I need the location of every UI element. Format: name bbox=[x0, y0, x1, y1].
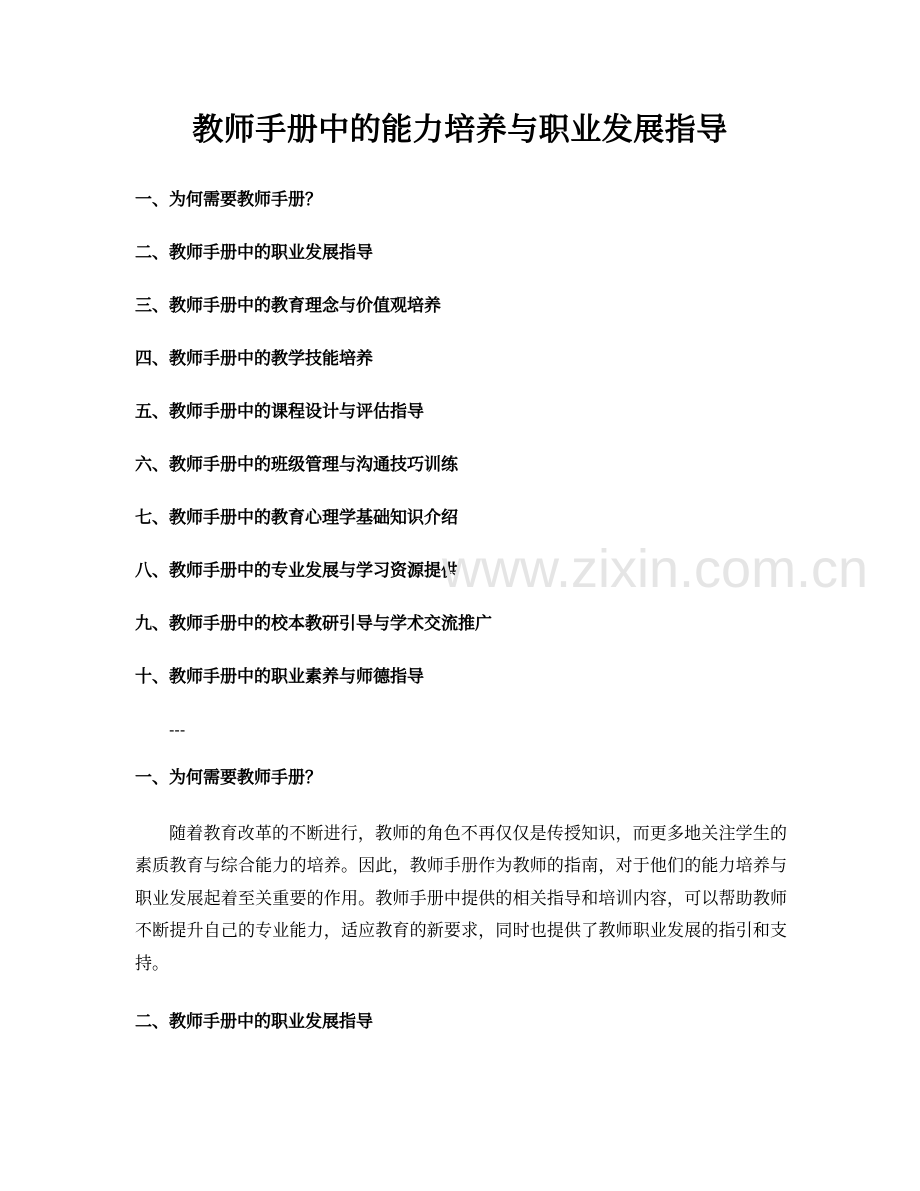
toc-item: 二、教师手册中的职业发展指导 bbox=[135, 243, 373, 263]
watermark: www.zixin.com.cn bbox=[442, 539, 869, 599]
toc-item: 七、教师手册中的教育心理学基础知识介绍 bbox=[135, 508, 458, 528]
section-heading: 一、为何需要教师手册？ bbox=[135, 768, 322, 788]
section-separator: --- bbox=[169, 721, 186, 739]
section-paragraph: 随着教育改革的不断进行，教师的角色不再仅仅是传授知识，而更多地关注学生的素质教育与综合能力的培养。因此，教师手册作为教师的指南，对于他们的能力培养与职业发展起着至关重要的作用。教师手册中提供的相关指导和培训内容，可以帮助教师不断提升自己的专业能力，适应教育的新要求，同时也提供了教师职业发展的指引和支持。 bbox=[135, 824, 787, 974]
table-of-contents bbox=[135, 186, 795, 716]
toc-item: 九、教师手册中的校本教研引导与学术交流推广 bbox=[135, 614, 492, 634]
document-title: 教师手册中的能力培养与职业发展指导 bbox=[192, 112, 728, 148]
toc-item: 一、为何需要教师手册？ bbox=[135, 190, 322, 210]
section-heading: 二、教师手册中的职业发展指导 bbox=[135, 1012, 373, 1032]
toc-item: 六、教师手册中的班级管理与沟通技巧训练 bbox=[135, 455, 458, 475]
toc-item: 五、教师手册中的课程设计与评估指导 bbox=[135, 402, 424, 422]
toc-item: 三、教师手册中的教育理念与价值观培养 bbox=[135, 296, 441, 316]
toc-item: 十、教师手册中的职业素养与师德指导 bbox=[135, 667, 424, 687]
toc-item: 四、教师手册中的教学技能培养 bbox=[135, 349, 373, 369]
toc-item: 八、教师手册中的专业发展与学习资源提供 bbox=[135, 561, 458, 581]
